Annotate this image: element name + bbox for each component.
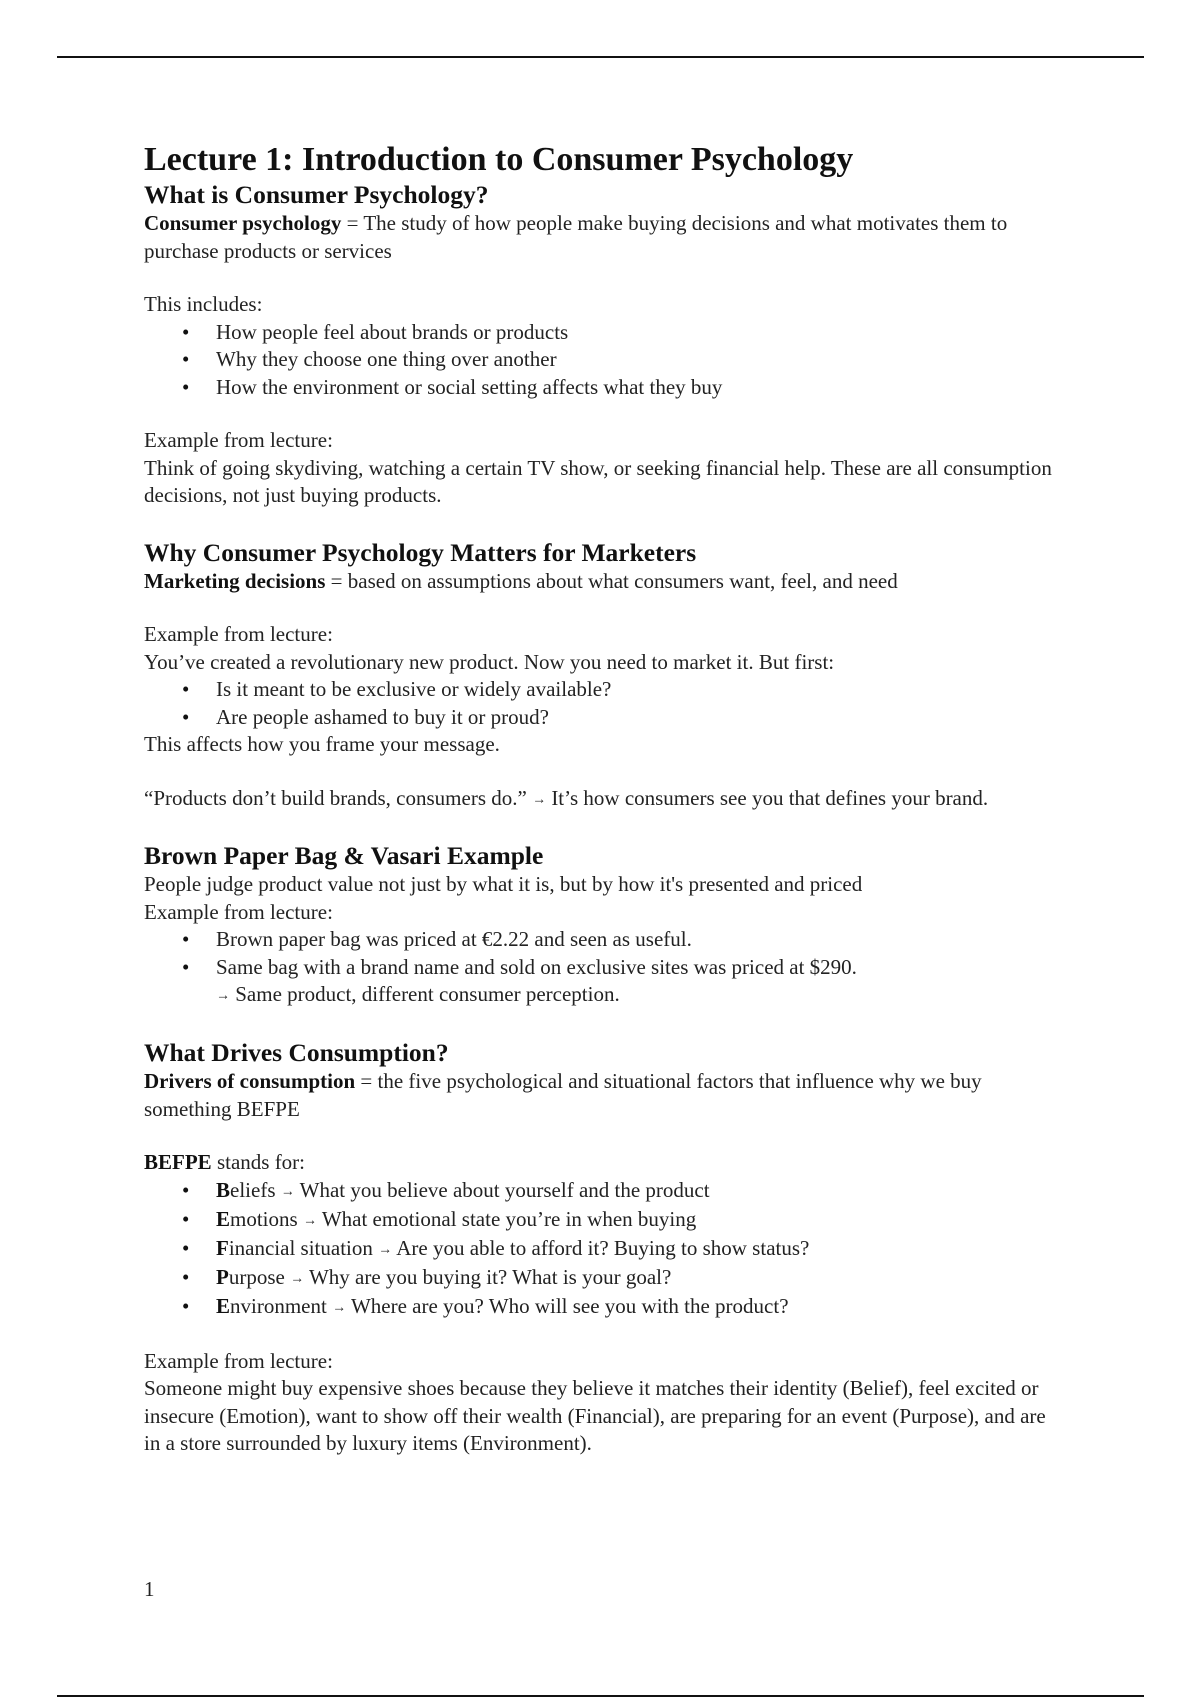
arrow-icon: → — [532, 791, 547, 807]
arrow-icon: → — [216, 988, 230, 1004]
list-item-purpose: • Purpose → Why are you buying it? What is your goal? — [144, 1264, 1064, 1293]
section-heading-drivers: What Drives Consumption? — [144, 1038, 449, 1068]
page-title: Lecture 1: Introduction to Consumer Psychology — [144, 141, 854, 178]
list-item-emotions: • Emotions → What emotional state you’re in when buying — [144, 1206, 1064, 1235]
list-item-text: Same bag with a brand name and sold on exclusive sites was priced at $290. — [216, 954, 857, 979]
includes-list — [144, 319, 1064, 402]
section-heading-brown-bag: Brown Paper Bag & Vasari Example — [144, 841, 544, 871]
followup-text: Same product, different consumer perception. — [230, 982, 620, 1007]
bag-example-list — [144, 926, 1064, 1010]
includes-label: This includes: — [144, 292, 263, 316]
brand-quote — [144, 785, 1064, 814]
definition-marketing-decisions — [144, 568, 1064, 596]
list-item: • Brown paper bag was priced at €2.22 and seen as useful. — [144, 926, 1064, 954]
example-label: Example from lecture: — [144, 1348, 333, 1373]
list-item-financial: • Financial situation → Are you able to afford it? Buying to show status? — [144, 1235, 1064, 1264]
list-item: • How people feel about brands or products — [144, 319, 1064, 347]
befpe-list — [144, 1177, 1064, 1322]
arrow-icon: → — [280, 1184, 295, 1200]
definition-text: = based on assumptions about what consumers want, feel, and need — [325, 568, 898, 593]
definition-text: = the five psychological and situational factors that influence why we buy something BEFPE — [144, 1069, 982, 1121]
example-label: Example from lecture: — [144, 899, 333, 924]
quote-text: “Products don’t build brands, consumers do.” — [144, 785, 527, 810]
section-heading-why-matters: Why Consumer Psychology Matters for Marketers — [144, 537, 697, 567]
definition-term: Drivers of consumption — [144, 1069, 356, 1094]
befpe-text: stands for: — [211, 1150, 306, 1175]
footer-rule — [57, 1695, 1144, 1697]
questions-list — [144, 676, 1064, 731]
section-intro: People judge product value not just by what it is, but by how it's presented and priced — [144, 872, 863, 897]
page-number: 1 — [144, 1577, 155, 1601]
example-label: Example from lecture: — [144, 428, 333, 452]
header-rule — [57, 56, 1144, 58]
list-item: • Are people ashamed to buy it or proud? — [144, 704, 1064, 732]
definition-term: Marketing decisions — [144, 568, 326, 593]
example-label: Example from lecture: — [144, 622, 333, 646]
befpe-label — [144, 1149, 1064, 1177]
arrow-icon: → — [302, 1213, 317, 1229]
list-item-followup — [216, 981, 1064, 1010]
list-item: • Is it meant to be exclusive or widely available? — [144, 676, 1064, 704]
list-item: • Why they choose one thing over another — [144, 346, 1064, 374]
example-text: Think of going skydiving, watching a certain TV show, or seeking financial help. These are all consumption decisions, not just buying products. — [144, 455, 1052, 507]
definition-text: = The study of how people make buying decisions and what motivates them to purchase products or services — [144, 211, 1008, 263]
definition-term: Consumer psychology — [144, 211, 342, 235]
list-item-beliefs: • Beliefs → What you believe about yourself and the product — [144, 1177, 1064, 1206]
befpe-term: BEFPE — [144, 1150, 212, 1175]
quote-follow: It’s how consumers see you that defines your brand. — [546, 785, 989, 810]
list-item — [144, 954, 1064, 1010]
arrow-icon: → — [332, 1300, 347, 1316]
document-body — [144, 140, 1064, 1458]
list-item-environment: • Environment → Where are you? Who will see you with the product? — [144, 1293, 1064, 1322]
after-list-text: This affects how you frame your message. — [144, 732, 500, 756]
example-intro: You’ve created a revolutionary new product. Now you need to market it. But first: — [144, 649, 835, 674]
definition-drivers — [144, 1068, 1064, 1123]
arrow-icon: → — [290, 1271, 305, 1287]
example-text: Someone might buy expensive shoes because they believe it matches their identity (Belief), feel excited or insecure (Emotion), want to show off their wealth (Financial), are preparing for an event (Purpose), and are in a store surrounded by luxury items (Environment). — [144, 1376, 1046, 1456]
definition-consumer-psychology — [144, 210, 1064, 265]
section-heading-what-is: What is Consumer Psychology? — [144, 180, 489, 209]
list-item: • How the environment or social setting affects what they buy — [144, 374, 1064, 402]
arrow-icon: → — [378, 1242, 393, 1258]
